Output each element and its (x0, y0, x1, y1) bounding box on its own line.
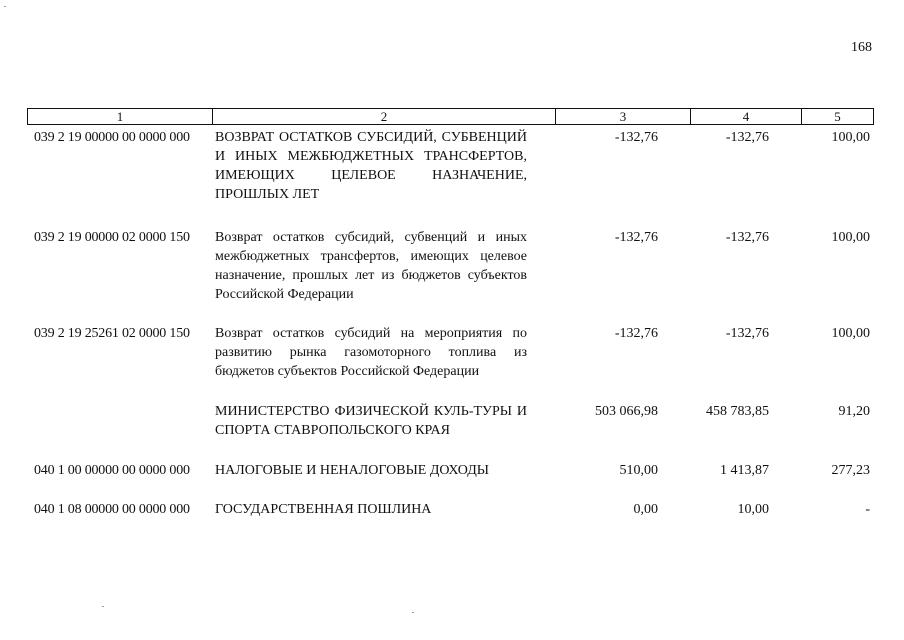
value-col3: -132,76 (614, 230, 658, 245)
column-header-5: 5 (834, 109, 841, 124)
column-header-1: 1 (28, 109, 213, 124)
budget-code: 040 1 00 00000 00 0000 000 (34, 463, 190, 478)
item-name: Возврат остатков субсидий на мероприятия по развитию рынка газомоторного топлива из бюджетов субъектов Российской Федерации (215, 326, 527, 379)
value-col3: 510,00 (619, 463, 658, 478)
item-name: НАЛОГОВЫЕ И НЕНАЛОГОВЫЕ ДОХОДЫ (215, 463, 489, 478)
table-header (27, 108, 874, 125)
scan-speck (412, 612, 414, 613)
value-col4: -132,76 (725, 230, 769, 245)
scan-speck (4, 6, 6, 7)
item-name: ГОСУДАРСТВЕННАЯ ПОШЛИНА (215, 502, 432, 517)
budget-code: 039 2 19 00000 02 0000 150 (34, 230, 190, 245)
budget-code: 039 2 19 25261 02 0000 150 (34, 326, 190, 341)
value-col5: 91,20 (838, 404, 870, 419)
item-name: Возврат остатков субсидий, субвенций и иных межбюджетных трансфертов, имеющих целевое назначение, прошлых лет из бюджетов субъектов Российской Федерации (215, 230, 527, 302)
item-name: МИНИСТЕРСТВО ФИЗИЧЕСКОЙ КУЛЬ-ТУРЫ И СПОРТА СТАВРОПОЛЬСКОГО КРАЯ (215, 404, 527, 438)
budget-code: 039 2 19 00000 00 0000 000 (34, 130, 190, 145)
value-col5: 100,00 (831, 326, 870, 341)
value-col5: 100,00 (831, 130, 870, 145)
value-col3: -132,76 (614, 130, 658, 145)
value-col4: -132,76 (725, 130, 769, 145)
column-header-4: 4 (691, 109, 802, 124)
page-number: 168 (851, 40, 872, 55)
value-col4: 1 413,87 (720, 463, 769, 478)
column-header-3: 3 (556, 109, 691, 124)
item-name: ВОЗВРАТ ОСТАТКОВ СУБСИДИЙ, СУБВЕНЦИЙ И ИНЫХ МЕЖБЮДЖЕТНЫХ ТРАНСФЕРТОВ, ИМЕЮЩИХ ЦЕЛЕВОЕ НАЗНАЧЕНИЕ, ПРОШЛЫХ ЛЕТ (215, 130, 527, 202)
value-col4: -132,76 (725, 326, 769, 341)
column-header-2: 2 (213, 109, 556, 124)
value-col4: 458 783,85 (706, 404, 769, 419)
value-col4: 10,00 (737, 502, 769, 517)
value-col3: 0,00 (633, 502, 658, 517)
value-col5: - (865, 502, 870, 517)
scan-speck (102, 606, 104, 607)
value-col3: 503 066,98 (595, 404, 658, 419)
value-col3: -132,76 (614, 326, 658, 341)
value-col5: 277,23 (831, 463, 870, 478)
budget-code: 040 1 08 00000 00 0000 000 (34, 502, 190, 517)
value-col5: 100,00 (831, 230, 870, 245)
